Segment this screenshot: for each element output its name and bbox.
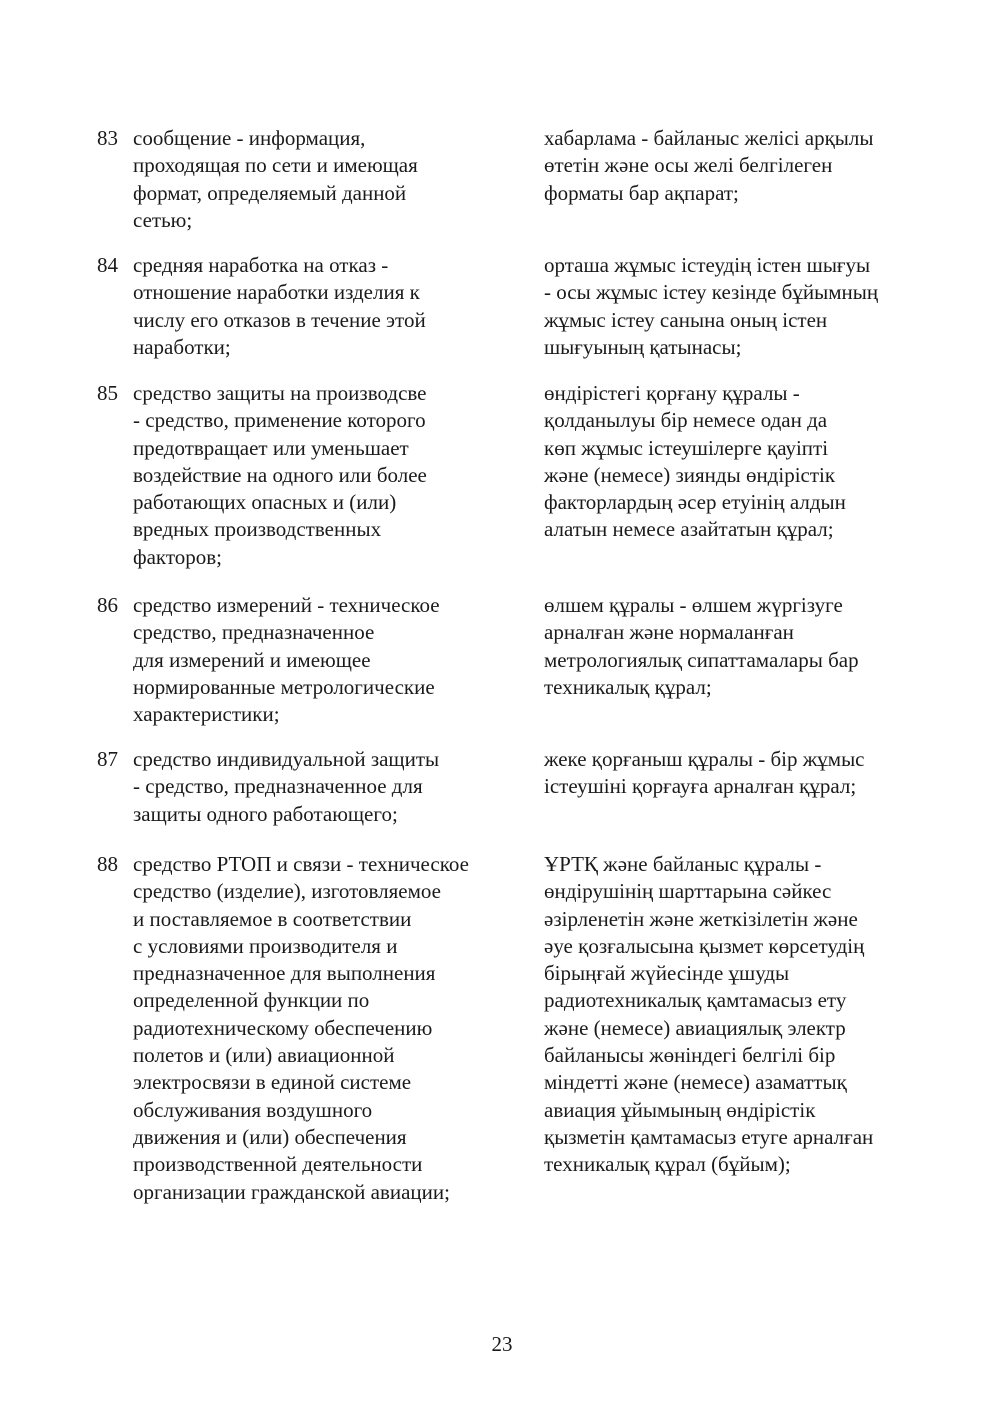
text-line: техникалық құрал; <box>544 674 712 699</box>
entry-number: 86 <box>97 593 118 617</box>
text-line: өлшем құралы - өлшем жүргізуге <box>544 593 843 617</box>
text-line: сетью; <box>133 207 193 232</box>
russian-definition <box>133 851 523 1206</box>
text-line: байланысы жөніндегі белгілі бір <box>544 1043 836 1068</box>
text-line: әуе қозғалысына қызмет көрсетудің <box>544 933 865 958</box>
kazakh-definition <box>544 851 934 1179</box>
text-line: средство, предназначенное <box>133 620 375 645</box>
text-line: алатын немесе азайтатын құрал; <box>544 517 834 542</box>
text-line: - средство, предназначенное для <box>133 774 423 799</box>
text-line: и поставляемое в соответствии <box>133 906 412 931</box>
russian-definition <box>133 592 523 728</box>
text-line: проходящая по сети и имеющая <box>133 153 418 178</box>
text-line: орташа жұмыс істеудің істен шығуы <box>544 253 871 277</box>
text-line: нормированные метрологические <box>133 674 435 699</box>
text-line: өндірістегі қорғану құралы - <box>544 381 800 405</box>
text-line: жұмыс істеу санына оның істен <box>544 307 828 332</box>
text-line: вредных производственных <box>133 517 382 542</box>
text-line: және (немесе) зиянды өндірістік <box>544 462 836 487</box>
text-line: метрологиялық сипаттамалары бар <box>544 647 859 672</box>
text-line: форматы бар ақпарат; <box>544 180 739 205</box>
text-line: көп жұмыс істеушілерге қауіпті <box>544 435 829 460</box>
entry-number: 85 <box>97 381 118 405</box>
text-line: полетов и (или) авиационной <box>133 1043 395 1068</box>
text-line: средство (изделие), изготовляемое <box>133 879 441 904</box>
text-line: авиация ұйымының өндірістік <box>544 1097 816 1122</box>
entry-number: 88 <box>97 852 118 876</box>
text-line: радиотехникалық қамтамасыз ету <box>544 988 847 1013</box>
kazakh-definition <box>544 592 934 701</box>
text-line: істеушіні қорғауға арналған құрал; <box>544 774 857 799</box>
text-line: электросвязи в единой системе <box>133 1070 412 1095</box>
russian-definition <box>133 380 523 571</box>
text-line: воздействие на одного или более <box>133 462 427 487</box>
text-line: техникалық құрал (бұйым); <box>544 1152 791 1177</box>
kazakh-definition <box>544 746 934 801</box>
russian-definition <box>133 125 523 234</box>
text-line: средство защиты на производсве <box>133 381 427 405</box>
text-line: защиты одного работающего; <box>133 801 398 826</box>
text-line: міндетті және (немесе) азаматтық <box>544 1070 847 1095</box>
page-number: 23 <box>491 1332 513 1356</box>
text-line: отношение наработки изделия к <box>133 280 420 305</box>
text-line: числу его отказов в течение этой <box>133 307 426 332</box>
text-line: қолданылуы бір немесе одан да <box>544 408 828 433</box>
text-line: работающих опасных и (или) <box>133 490 397 515</box>
text-line: шығуының қатынасы; <box>544 334 742 359</box>
text-line: өндірушінің шарттарына сәйкес <box>544 879 832 904</box>
text-line: с условиями производителя и <box>133 933 398 958</box>
text-line: для измерений и имеющее <box>133 647 371 672</box>
text-line: ҰРТҚ және байланыс құралы - <box>544 852 822 876</box>
text-line: средство индивидуальной защиты <box>133 747 440 771</box>
russian-definition <box>133 252 523 361</box>
text-line: өтетін және осы желі белгілеген <box>544 153 833 178</box>
text-line: және (немесе) авиациялық электр <box>544 1015 846 1040</box>
text-line: арналған және нормаланған <box>544 620 794 645</box>
entry-number: 84 <box>97 253 118 277</box>
kazakh-definition <box>544 252 934 361</box>
text-line: бірыңғай жүйесінде ұшуды <box>544 961 790 986</box>
text-line: предотвращает или уменьшает <box>133 435 409 460</box>
text-line: сообщение - информация, <box>133 126 366 150</box>
text-line: факторов; <box>133 544 223 569</box>
text-line: қызметін қамтамасыз етуге арналған <box>544 1124 874 1149</box>
text-line: формат, определяемый данной <box>133 180 407 205</box>
text-line: предназначенное для выполнения <box>133 961 436 986</box>
kazakh-definition <box>544 380 934 544</box>
text-line: хабарлама - байланыс желісі арқылы <box>544 126 874 150</box>
text-line: - осы жұмыс істеу кезінде бұйымның <box>544 280 879 305</box>
text-line: обслуживания воздушного <box>133 1097 373 1122</box>
text-line: определенной функции по <box>133 988 370 1013</box>
text-line: наработки; <box>133 334 231 359</box>
text-line: әзірленетін және жеткізілетін және <box>544 906 858 931</box>
text-line: факторлардың әсер етуінің алдын <box>544 490 846 515</box>
text-line: движения и (или) обеспечения <box>133 1124 407 1149</box>
text-line: производственной деятельности <box>133 1152 423 1177</box>
text-line: - средство, применение которого <box>133 408 426 433</box>
russian-definition <box>133 746 523 828</box>
text-line: жеке қорғаныш құралы - бір жұмыс <box>544 747 865 771</box>
entry-number: 83 <box>97 126 118 150</box>
text-line: радиотехническому обеспечению <box>133 1015 433 1040</box>
text-line: характеристики; <box>133 702 280 727</box>
text-line: средство измерений - техническое <box>133 593 440 617</box>
text-line: организации гражданской авиации; <box>133 1179 450 1204</box>
kazakh-definition <box>544 125 934 207</box>
entry-number: 87 <box>97 747 118 771</box>
text-line: средняя наработка на отказ - <box>133 253 389 277</box>
text-line: средство РТОП и связи - техническое <box>133 852 469 876</box>
